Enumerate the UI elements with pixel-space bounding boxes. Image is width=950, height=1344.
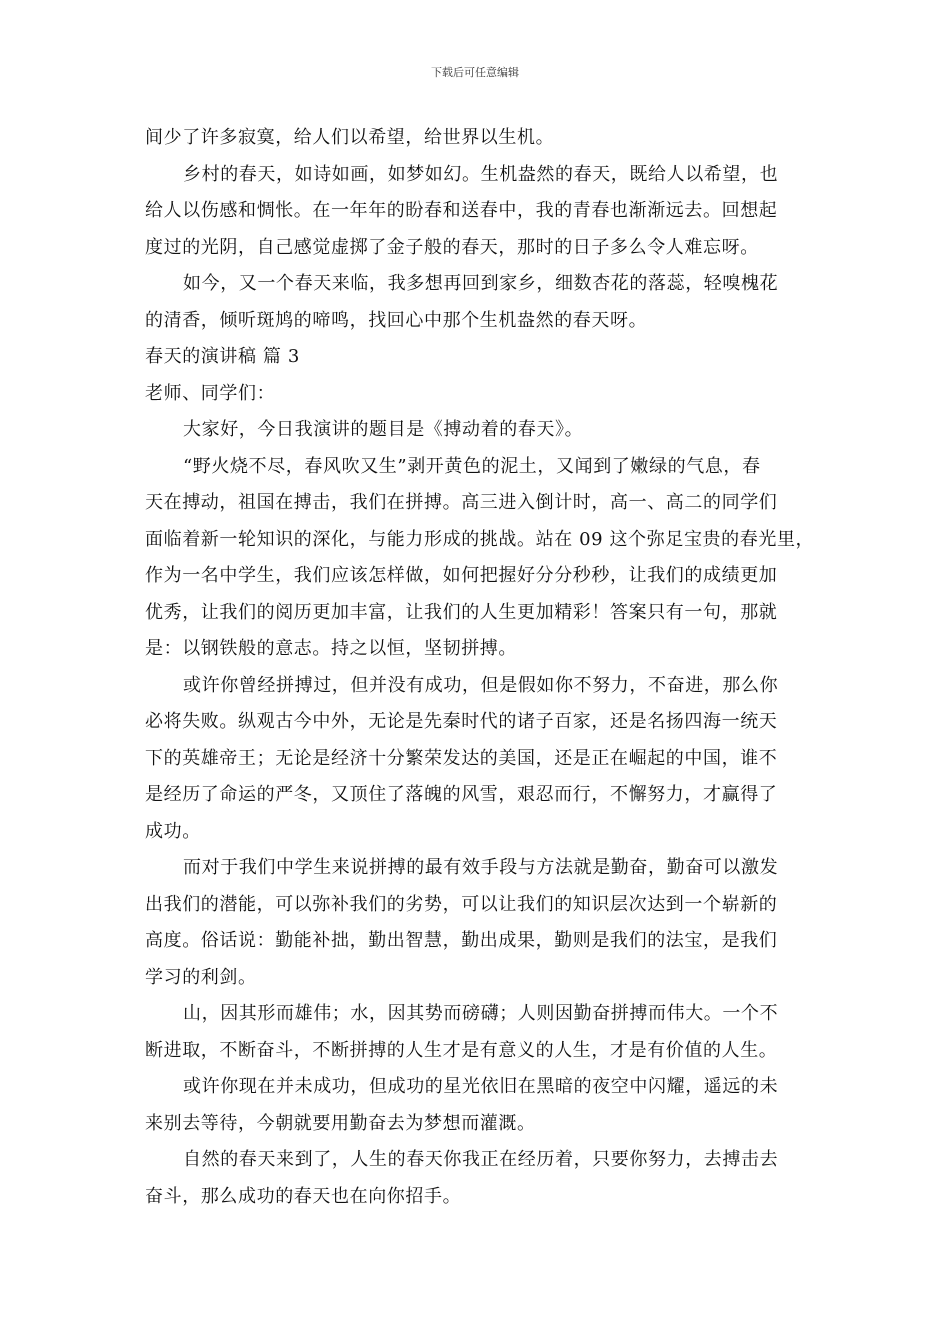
text-line: 优秀，让我们的阅历更加丰富，让我们的人生更加精彩！答案只有一句，那就 <box>145 601 778 623</box>
text-line: 作为一名中学生，我们应该怎样做，如何把握好分分秒秒，让我们的成绩更加 <box>145 565 778 586</box>
text-line: 间少了许多寂寞，给人们以希望，给世界以生机。 <box>145 127 555 148</box>
text-line: 山，因其形而雄伟；水，因其势而磅礴；人则因勤奋拼搏而伟大。一个不 <box>183 1003 779 1024</box>
text-line: 老师、同学们： <box>145 382 276 404</box>
text-line: 断进取，不断奋斗，不断拼搏的人生才是有意义的人生，才是有价值的人生。 <box>145 1039 778 1061</box>
text-line: 必将失败。纵观古今中外，无论是先秦时代的诸子百家，还是名扬四海一统天 <box>145 711 778 732</box>
text-line: 下的英雄帝王；无论是经济十分繁荣发达的美国，还是正在崛起的中国，谁不 <box>145 747 778 769</box>
text-line: “野火烧不尽，春风吹又生”剥开黄色的泥土，又闻到了嫩绿的气息，春 <box>183 455 761 477</box>
text-line: 面临着新一轮知识的深化，与能力形成的挑战。站在 09 这个弥足宝贵的春光里， <box>145 528 815 550</box>
text-line: 而对于我们中学生来说拼搏的最有效手段与方法就是勤奋，勤奋可以激发 <box>183 857 779 878</box>
page-header: 下载后可任意编辑 <box>431 66 519 79</box>
text-line: 来别去等待，今朝就要用勤奋去为梦想而灌溉。 <box>145 1112 536 1134</box>
text-line: 自然的春天来到了，人生的春天你我正在经历着，只要你努力，去搏击去 <box>183 1149 779 1170</box>
text-line: 出我们的潜能，可以弥补我们的劣势，可以让我们的知识层次达到一个崭新的 <box>145 893 778 915</box>
text-line: 给人以伤感和惆怅。在一年年的盼春和送春中，我的青春也渐渐远去。回想起 <box>145 200 778 221</box>
text-line: 的清香，倾听斑鸠的啼鸣，找回心中那个生机盎然的春天呀。 <box>145 309 648 331</box>
text-line: 度过的光阴，自己感觉虚掷了金子般的春天，那时的日子多么令人难忘呀。 <box>145 236 759 258</box>
text-line: 春天的演讲稿 篇 3 <box>145 346 300 367</box>
text-line: 天在搏动，祖国在搏击，我们在拼搏。高三进入倒计时，高一、高二的同学们 <box>145 492 778 513</box>
text-line: 是经历了命运的严冬，又顶住了落魄的风雪，艰忍而行，不懈努力，才赢得了 <box>145 784 778 805</box>
text-line: 或许你曾经拼搏过，但并没有成功，但是假如你不努力，不奋进，那么你 <box>183 674 779 696</box>
text-line: 是：以钢铁般的意志。持之以恒，坚韧拼搏。 <box>145 638 517 659</box>
text-line: 成功。 <box>145 820 201 842</box>
text-line: 大家好，今日我演讲的题目是《搏动着的春天》。 <box>183 419 584 440</box>
text-line: 学习的利剑。 <box>145 966 257 988</box>
text-line: 奋斗，那么成功的春天也在向你招手。 <box>145 1185 462 1207</box>
text-line: 高度。俗话说：勤能补拙，勤出智慧，勤出成果，勤则是我们的法宝，是我们 <box>145 930 778 951</box>
text-line: 或许你现在并未成功，但成功的星光依旧在黑暗的夜空中闪耀，遥远的未 <box>183 1076 779 1097</box>
text-line: 如今，又一个春天来临，我多想再回到家乡，细数杏花的落蕊，轻嗅槐花 <box>183 273 779 294</box>
text-line: 乡村的春天，如诗如画，如梦如幻。生机盎然的春天，既给人以希望，也 <box>183 163 779 185</box>
document-body <box>145 120 815 1215</box>
